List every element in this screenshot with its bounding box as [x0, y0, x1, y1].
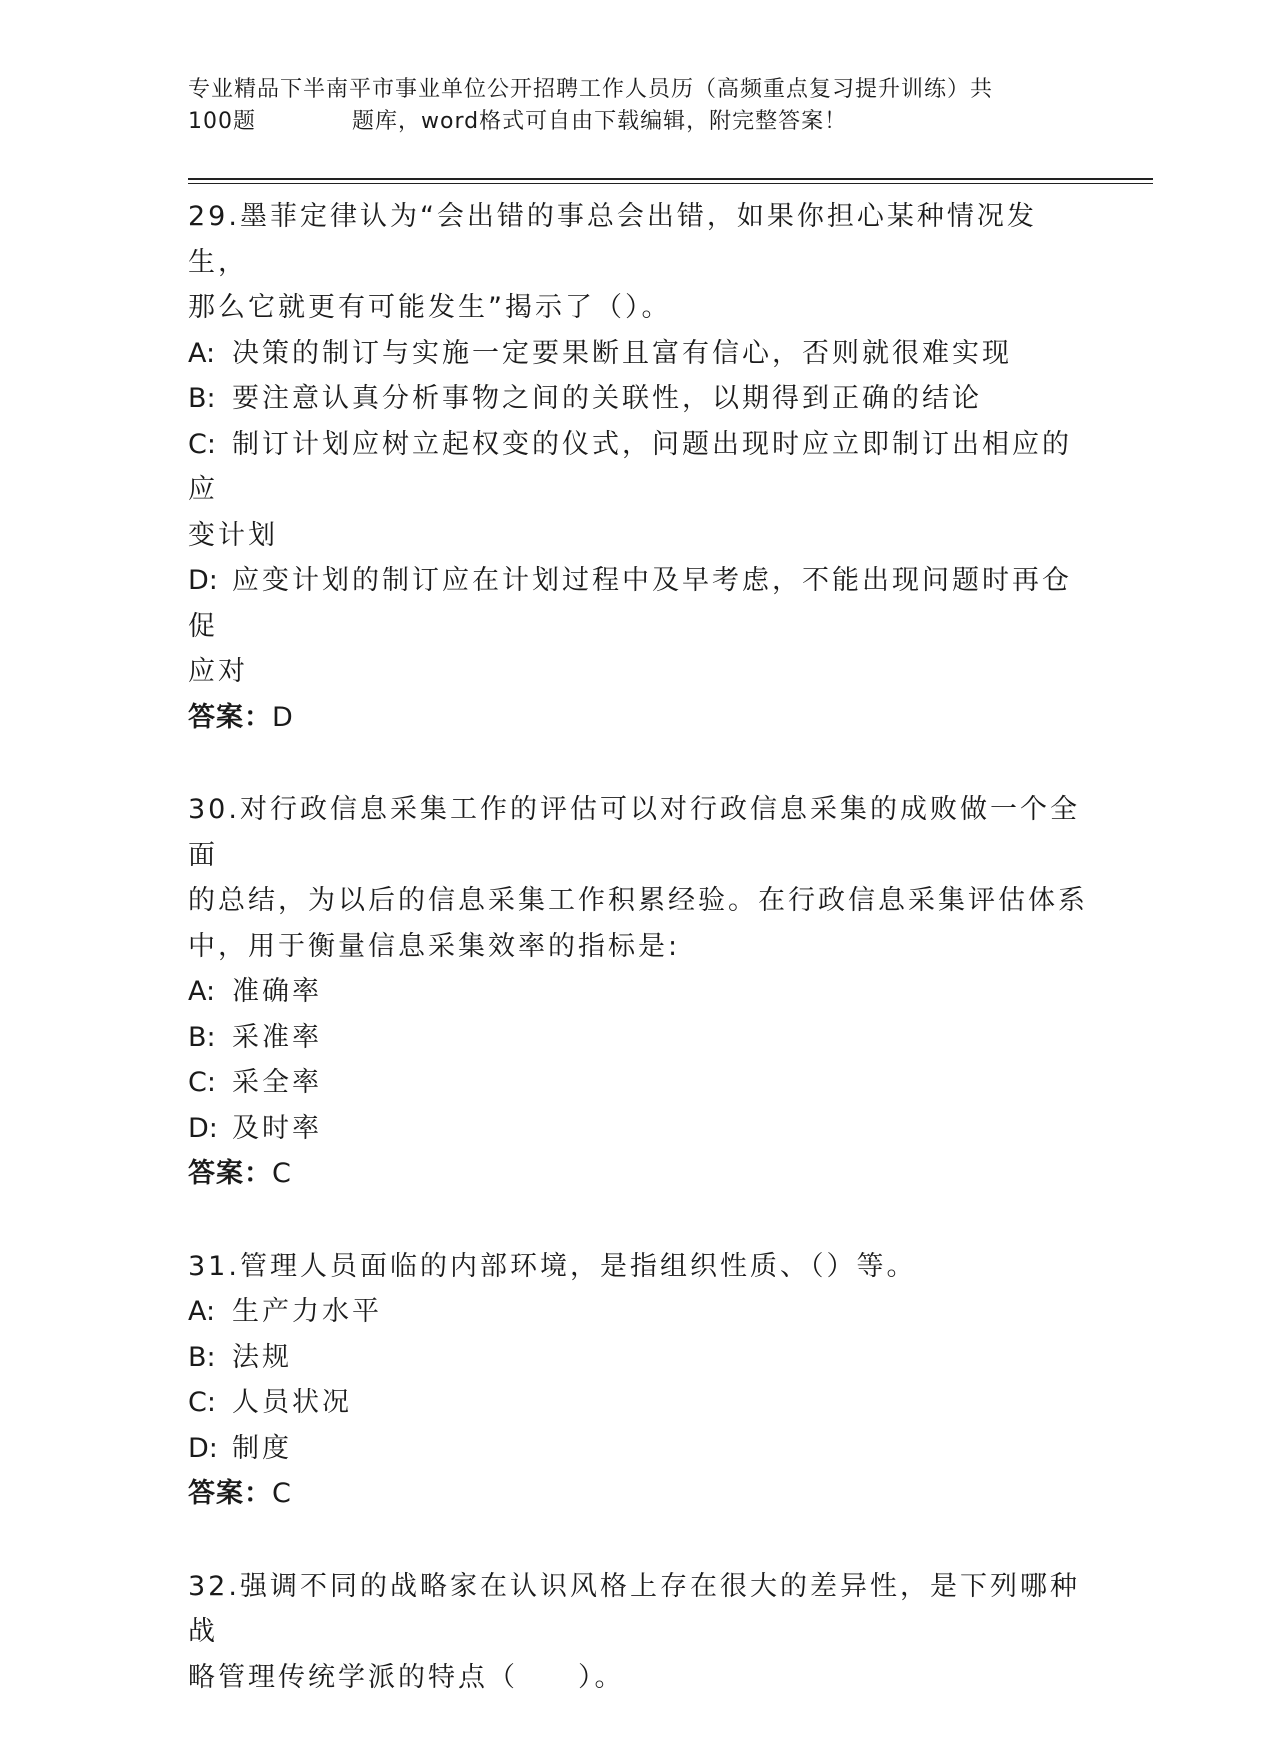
answer-value: C [272, 1478, 292, 1509]
question-stem-line: 29.墨菲定律认为“会出错的事总会出错，如果你担心某种情况发生， [188, 201, 1037, 278]
question-item [188, 787, 1088, 1197]
question-option-line [188, 558, 1088, 649]
option-letter: C: [188, 428, 216, 460]
option-text: 应对 [188, 656, 248, 687]
option-letter: B: [188, 1021, 216, 1053]
option-letter: D: [188, 1432, 218, 1464]
option-letter: B: [188, 383, 216, 414]
header-description: 题库，word格式可自由下载编辑，附完整答案！ [352, 109, 848, 134]
question-option-line [188, 513, 1088, 559]
option-letter: C: [188, 1067, 216, 1098]
answer-value: C [272, 1158, 292, 1189]
question-option-line [188, 376, 1088, 422]
question-option-line [188, 331, 1088, 377]
option-letter: D: [188, 1112, 218, 1144]
option-text: 准确率 [232, 976, 322, 1007]
header-count: 100题 [188, 109, 256, 134]
header-line-2 [188, 106, 1078, 138]
option-text: 决策的制订与实施一定要果断且富有信心，否则就很难实现 [232, 337, 1012, 369]
option-text: 及时率 [232, 1112, 322, 1144]
question-stem-line: 的总结，为以后的信息采集工作积累经验。在行政信息采集评估体系 [188, 885, 1088, 916]
question-stem-line: 31.管理人员面临的内部环境，是指组织性质、（）等。 [188, 1250, 917, 1282]
answer-line [188, 1151, 1088, 1197]
option-text: 生产力水平 [232, 1296, 382, 1327]
question-stem-line: 30.对行政信息采集工作的评估可以对行政信息采集的成败做一个全面 [188, 794, 1080, 871]
question-stem-line: 那么它就更有可能发生”揭示了（）。 [188, 292, 672, 323]
question-stem-line: 中，用于衡量信息采集效率的指标是: [188, 930, 681, 962]
question-item [188, 1244, 1088, 1517]
option-text: 要注意认真分析事物之间的关联性，以期得到正确的结论 [232, 383, 982, 414]
answer-line [188, 695, 1088, 741]
option-text: 制订计划应树立起权变的仪式，问题出现时应立即制订出相应的应 [188, 428, 1072, 505]
option-text: 制度 [232, 1432, 292, 1464]
option-letter: A: [188, 976, 216, 1007]
option-letter: C: [188, 1387, 216, 1418]
document-header [188, 74, 1078, 138]
question-option-line [188, 1106, 1088, 1152]
question-option-line [188, 1380, 1088, 1426]
question-option-line [188, 969, 1088, 1015]
answer-line [188, 1471, 1088, 1517]
answer-label: 答案： [188, 701, 272, 733]
option-letter: D: [188, 565, 218, 596]
question-option-line [188, 1015, 1088, 1061]
option-text: 采准率 [232, 1021, 322, 1053]
question-list [188, 194, 1088, 1747]
question-item [188, 1564, 1088, 1701]
option-text: 法规 [232, 1341, 292, 1373]
question-option-line [188, 1426, 1088, 1472]
header-line-1: 专业精品下半南平市事业单位公开招聘工作人员历（高频重点复习提升训练）共 [188, 77, 994, 102]
question-item [188, 194, 1088, 740]
option-letter: B: [188, 1341, 216, 1373]
answer-label: 答案： [188, 1158, 272, 1189]
question-option-line [188, 1060, 1088, 1106]
question-option-line [188, 1289, 1088, 1335]
question-option-line [188, 649, 1088, 695]
header-rule-thin [188, 183, 1153, 184]
answer-value: D [272, 701, 294, 733]
option-text: 人员状况 [232, 1387, 352, 1418]
answer-label: 答案： [188, 1478, 272, 1509]
question-stem-line: 略管理传统学派的特点（ ）。 [188, 1661, 625, 1693]
question-option-line [188, 422, 1088, 513]
option-letter: A: [188, 1296, 216, 1327]
question-stem-line: 32.强调不同的战略家在认识风格上存在很大的差异性，是下列哪种战 [188, 1570, 1080, 1647]
option-text: 应变计划的制订应在计划过程中及早考虑，不能出现问题时再仓促 [188, 565, 1072, 642]
header-rule-thick [188, 178, 1153, 180]
question-option-line [188, 1335, 1088, 1381]
option-text: 变计划 [188, 519, 278, 551]
option-text: 采全率 [232, 1067, 322, 1098]
option-letter: A: [188, 337, 216, 369]
